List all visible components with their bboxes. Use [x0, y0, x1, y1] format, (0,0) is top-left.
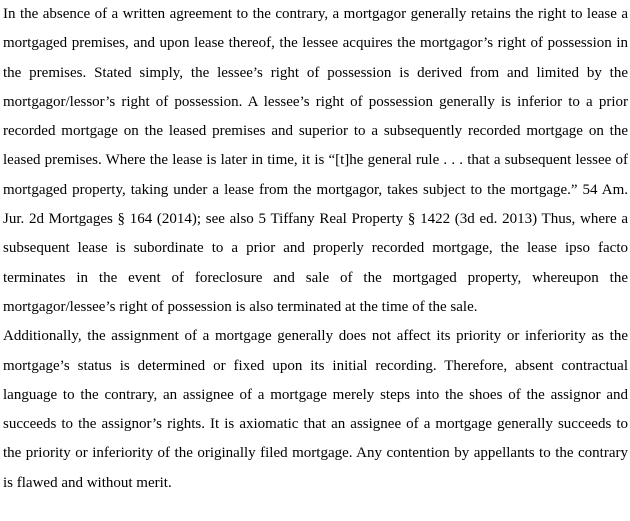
paragraph-lease-possession: In the absence of a written agreement to the contrary, a mortgagor generally retains the right to lease a mortgaged premises, and upon lease thereof, the lessee acquires the mortgagor’s right of possession in the premises. Stated simply, the lessee’s right of possession is derived from and limited by the mortgagor/lessor’s right of possession. A lessee’s right of possession generally is inferior to a prior recorded mortgage on the leased premises and superior to a subsequently recorded mortgage on the leased premises. Where the lease is later in time, it is “[t]he general rule . . . that a subsequent lessee of mortgaged property, taking under a lease from the mortgagor, takes subject to the mortgage.” 54 Am. Jur. 2d Mortgages § 164 (2014); see also 5 Tiffany Real Property § 1422 (3d ed. 2013) Thus, where a subsequent lease is subordinate to a prior and properly recorded mortgage, the lease ipso facto terminates in the event of foreclosure and sale of the mortgaged property, whereupon the mortgagor/lessee’s right of possession is also terminated at the time of the sale. — [3, 6, 628, 315]
paragraph-mortgage-assignment: Additionally, the assignment of a mortgage generally does not affect its priority or inferiority as the mortgage’s status is determined or fixed upon its initial recording. Therefore, absent contractual language to the contrary, an assignee of a mortgage merely steps into the shoes of the assignor and succeeds to the assignor’s rights. It is axiomatic that an assignee of a mortgage generally succeeds to the priority or inferiority of the originally filed mortgage. Any contention by appellants to the contrary is flawed and without merit. — [3, 328, 628, 491]
